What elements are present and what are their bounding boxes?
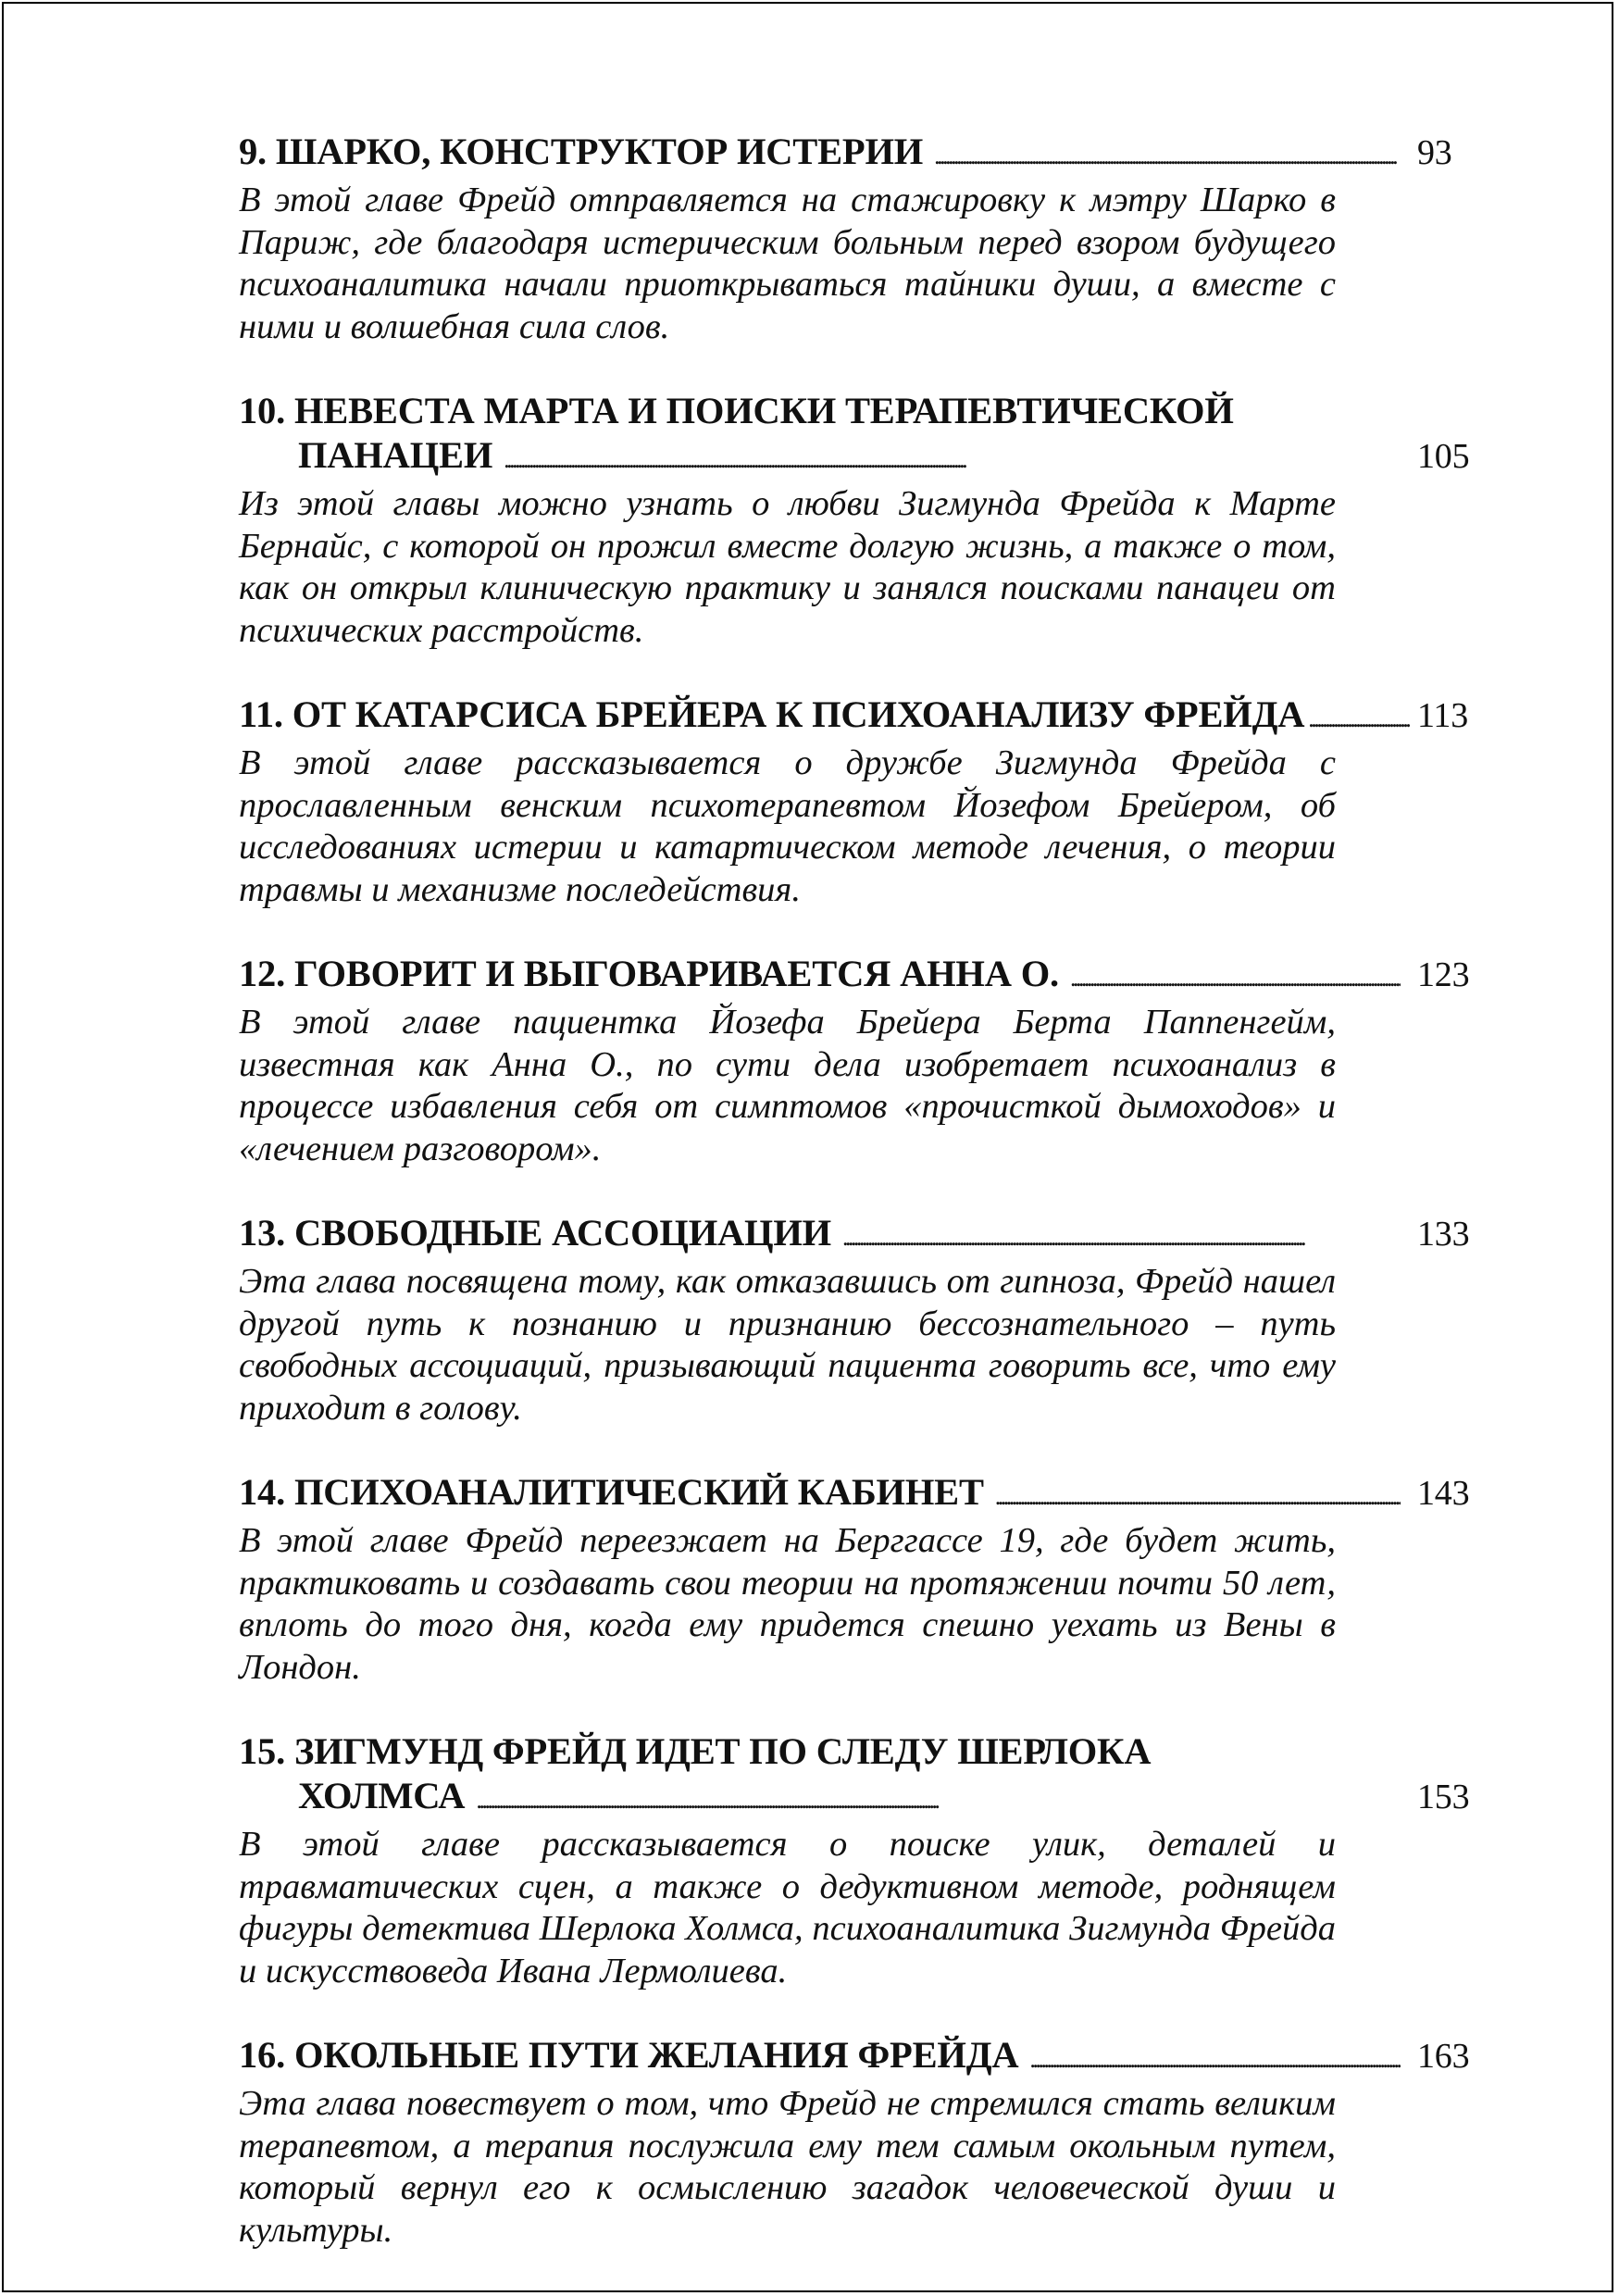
page-number[interactable]: 133 bbox=[1417, 1215, 1470, 1254]
chapter-description: В этой главе Фрейд переезжает на Берггассе 19, где будет жить, практиковать и создавать свои теории на протяжении почти 50 лет, вплоть до того дня, когда ему придется спешно уехать из Вены в Лондон. bbox=[239, 1521, 1336, 1687]
chapter-title[interactable]: 15. ЗИГМУНД ФРЕЙД ИДЕТ ПО СЛЕДУ ШЕРЛОКА bbox=[239, 1730, 1152, 1772]
chapter-description: Из этой главы можно узнать о любви Зигмунда Фрейда к Марте Бернайс, с которой он прожил вместе долгую жизнь, а также о том, как он открыл клиническую практику и занялся поисками панацеи от психических расстройств. bbox=[239, 484, 1336, 650]
toc-entry-chapter-14 bbox=[239, 1470, 1470, 1689]
table-of-contents bbox=[239, 130, 1470, 2292]
dot-leader bbox=[476, 1778, 1401, 1823]
toc-heading bbox=[239, 1774, 1470, 1823]
page-number[interactable]: 143 bbox=[1417, 1474, 1470, 1513]
toc-entry-chapter-10 bbox=[239, 389, 1470, 652]
dot-leader bbox=[1029, 2038, 1401, 2082]
toc-entry-chapter-13 bbox=[239, 1211, 1470, 1429]
page-number[interactable]: 105 bbox=[1417, 437, 1470, 476]
toc-entry-chapter-16 bbox=[239, 2033, 1470, 2252]
chapter-description: Эта глава повествует о том, что Фрейд не стремился стать великим терапевтом, а терапия послужила ему тем самым окольным путем, который вернул его к осмыслению загадок человеческой души и культуры. bbox=[239, 2084, 1336, 2250]
chapter-description: В этой главе рассказывается о дружбе Зигмунда Фрейда с прославленным венским психотерапевтом Йозефом Брейером, об исследованиях истерии и катартическом методе лечения, о теории травмы и механизме последействия. bbox=[239, 743, 1336, 909]
toc-entry-chapter-15 bbox=[239, 1729, 1470, 1992]
dot-leader bbox=[504, 438, 1401, 482]
toc-entry-chapter-11 bbox=[239, 693, 1468, 911]
toc-heading bbox=[239, 952, 1470, 1001]
toc-heading bbox=[239, 433, 1470, 482]
toc-heading bbox=[239, 1470, 1470, 1519]
chapter-title[interactable]: 14. ПСИХОАНАЛИТИЧЕСКИЙ КАБИНЕТ bbox=[239, 1471, 984, 1513]
chapter-description: В этой главе Фрейд отправляется на стажировку к мэтру Шарко в Париж, где благодаря истерическим больным перед взором будущего психоаналитика начали приоткрываться тайники души, а вместе с ними и волшебная сила слов. bbox=[239, 181, 1336, 346]
toc-entry-chapter-12 bbox=[239, 952, 1470, 1170]
chapter-title[interactable]: 9. ШАРКО, КОНСТРУКТОР ИСТЕРИИ bbox=[239, 131, 924, 172]
chapter-title[interactable]: 10. НЕВЕСТА МАРТА И ПОИСКИ ТЕРАПЕВТИЧЕСКОЙ bbox=[239, 390, 1234, 431]
toc-heading bbox=[239, 693, 1468, 742]
toc-heading bbox=[239, 2033, 1470, 2082]
chapter-title-continued[interactable]: ПАНАЦЕИ bbox=[298, 434, 493, 476]
dot-leader bbox=[934, 134, 1401, 179]
page-number[interactable]: 113 bbox=[1417, 696, 1468, 735]
dot-leader bbox=[1070, 956, 1401, 1001]
page-number[interactable]: 93 bbox=[1417, 133, 1452, 172]
chapter-title[interactable]: 12. ГОВОРИТ И ВЫГОВАРИВАЕТСЯ АННА О. bbox=[239, 953, 1059, 994]
page-number[interactable]: 123 bbox=[1417, 955, 1470, 994]
dot-leader bbox=[1308, 697, 1410, 742]
chapter-description: В этой главе рассказывается о поиске улик, деталей и травматических сцен, а также о дедуктивном методе, роднящем фигуры детектива Шерлока Холмса, психоаналитика Зигмунда Фрейда и искусствоведа Ивана Лермолиева. bbox=[239, 1825, 1336, 1990]
chapter-description: Эта глава посвящена тому, как отказавшись от гипноза, Фрейд нашел другой путь к познанию и признанию бессознательного – путь свободных ассоциаций, призывающий пациента говорить все, что ему приходит в голову. bbox=[239, 1262, 1336, 1428]
toc-heading bbox=[239, 130, 1452, 179]
chapter-title[interactable]: 16. ОКОЛЬНЫЕ ПУТИ ЖЕЛАНИЯ ФРЕЙДА bbox=[239, 2034, 1019, 2076]
chapter-title[interactable]: 13. СВОБОДНЫЕ АССОЦИАЦИИ bbox=[239, 1212, 831, 1254]
chapter-description: В этой главе пациентка Йозефа Брейера Берта Паппенгейм, известная как Анна О., по сути дела изобретает психоанализ в процессе избавления себя от симптомов «прочисткой дымоходов» и «лечением разговором». bbox=[239, 1003, 1336, 1168]
dot-leader bbox=[995, 1475, 1401, 1519]
chapter-title-continued[interactable]: ХОЛМСА bbox=[298, 1775, 466, 1816]
toc-heading bbox=[239, 1211, 1470, 1260]
dot-leader bbox=[842, 1216, 1401, 1260]
toc-entry-chapter-9 bbox=[239, 130, 1452, 348]
page-number[interactable]: 153 bbox=[1417, 1778, 1470, 1816]
page-number[interactable]: 163 bbox=[1417, 2037, 1470, 2076]
chapter-title[interactable]: 11. ОТ КАТАРСИСА БРЕЙЕРА К ПСИХОАНАЛИЗУ ФРЕЙДА bbox=[239, 693, 1305, 735]
